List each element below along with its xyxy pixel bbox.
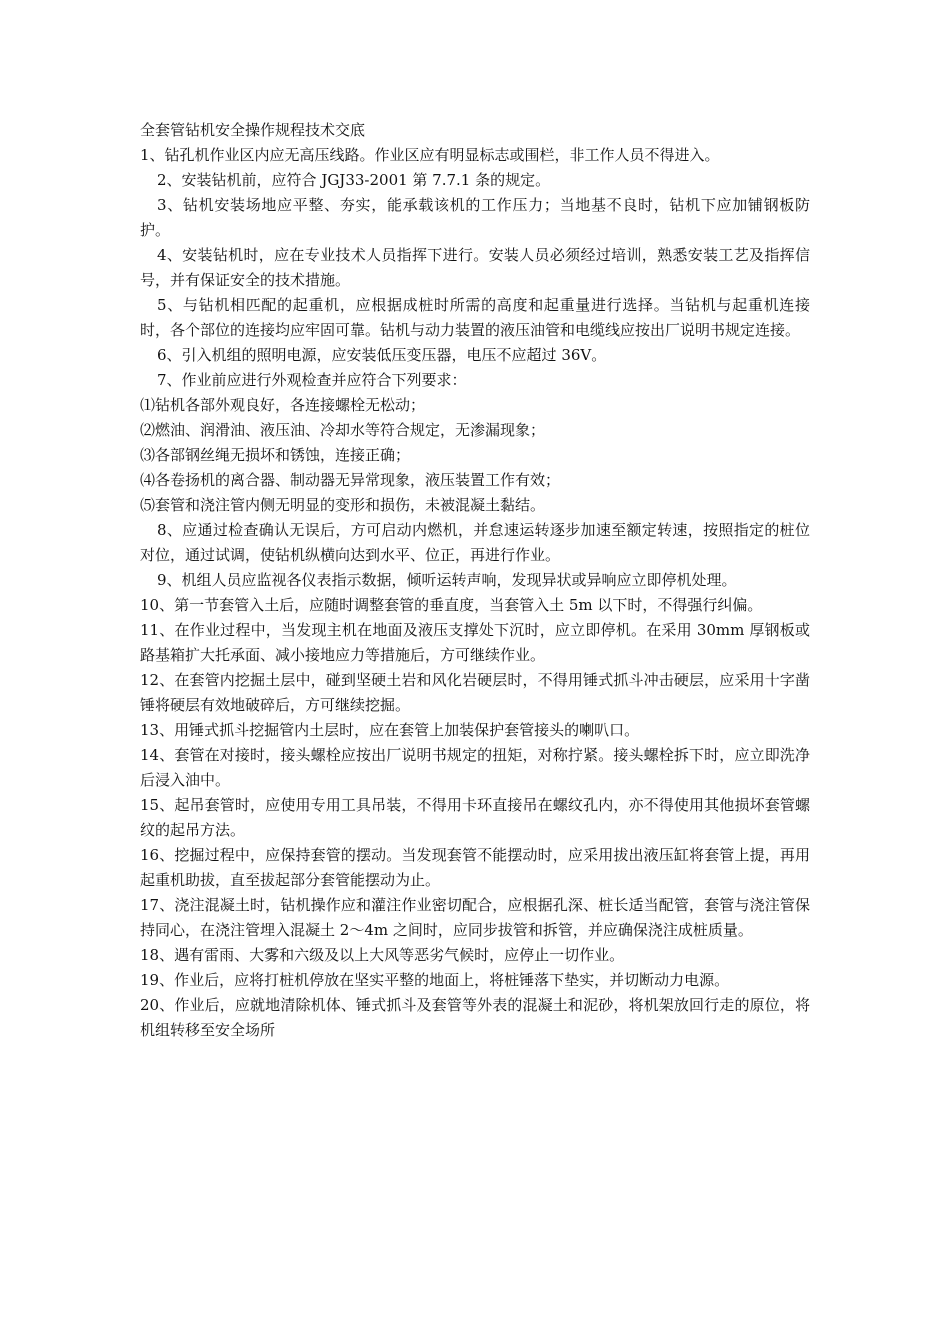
paragraph-3: 3、钻机安装场地应平整、夯实，能承载该机的工作压力；当地基不良时，钻机下应加铺钢板防护。 bbox=[140, 196, 810, 239]
paragraph-16: 16、挖掘过程中，应保持套管的摆动。当发现套管不能摆动时，应采用拔出液压缸将套管上提，再用起重机助拔，直至拔起部分套管能摆动为止。 bbox=[140, 846, 810, 889]
paragraph-18: 18、遇有雷雨、大雾和六级及以上大风等恶劣气候时，应停止一切作业。 bbox=[140, 946, 625, 964]
paragraph-5: 5、与钻机相匹配的起重机，应根据成桩时所需的高度和起重量进行选择。当钻机与起重机连接时，各个部位的连接均应牢固可靠。钻机与动力装置的液压油管和电缆线应按出厂说明书规定连接。 bbox=[140, 296, 810, 339]
sub-item-3: ⑶各部钢丝绳无损坏和锈蚀，连接正确； bbox=[140, 446, 411, 464]
paragraph-4: 4、安装钻机时，应在专业技术人员指挥下进行。安装人员必须经过培训，熟悉安装工艺及指挥信号，并有保证安全的技术措施。 bbox=[140, 246, 810, 289]
paragraph-15: 15、起吊套管时，应使用专用工具吊装，不得用卡环直接吊在螺纹孔内，亦不得使用其他损坏套管螺纹的起吊方法。 bbox=[140, 796, 810, 839]
paragraph-12: 12、在套管内挖掘土层中，碰到坚硬土岩和风化岩硬层时，不得用锤式抓斗冲击硬层，应采用十字凿锤将硬层有效地破碎后，方可继续挖掘。 bbox=[140, 671, 810, 714]
document-title: 全套管钻机安全操作规程技术交底 bbox=[140, 121, 366, 139]
paragraph-14: 14、套管在对接时，接头螺栓应按出厂说明书规定的扭矩，对称拧紧。接头螺栓拆下时，应立即洗净后浸入油中。 bbox=[140, 746, 810, 789]
paragraph-7: 7、作业前应进行外观检查并应符合下列要求： bbox=[157, 371, 467, 389]
paragraph-9: 9、机组人员应监视各仪表指示数据，倾听运转声响，发现异状或异响应立即停机处理。 bbox=[157, 571, 737, 589]
paragraph-8: 8、应通过检查确认无误后，方可启动内燃机，并怠速运转逐步加速至额定转速，按照指定的桩位对位，通过试调，使钻机纵横向达到水平、位正，再进行作业。 bbox=[140, 521, 810, 564]
paragraph-19: 19、作业后，应将打桩机停放在坚实平整的地面上，将桩锤落下垫实，并切断动力电源。 bbox=[140, 971, 730, 989]
paragraph-13: 13、用锤式抓斗挖掘管内土层时，应在套管上加装保护套管接头的喇叭口。 bbox=[140, 721, 640, 739]
paragraph-2: 2、安装钻机前，应符合 JGJ33-2001 第 7.7.1 条的规定。 bbox=[157, 171, 551, 189]
paragraph-1: 1、钻孔机作业区内应无高压线路。作业区应有明显标志或围栏，非工作人员不得进入。 bbox=[140, 146, 720, 164]
paragraph-17: 17、浇注混凝土时，钻机操作应和灌注作业密切配合，应根据孔深、桩长适当配管，套管与浇注管保持同心，在浇注管埋入混凝土 2～4m 之间时，应同步拔管和拆管，并应确保浇注成桩质量。 bbox=[140, 896, 810, 939]
paragraph-6: 6、引入机组的照明电源，应安装低压变压器，电压不应超过 36V。 bbox=[157, 346, 607, 364]
paragraph-20: 20、作业后，应就地清除机体、锤式抓斗及套管等外表的混凝土和泥砂，将机架放回行走的原位，将机组转移至安全场所 bbox=[140, 996, 810, 1039]
paragraph-11: 11、在作业过程中，当发现主机在地面及液压支撑处下沉时，应立即停机。在采用 30mm 厚钢板或路基箱扩大托承面、减小接地应力等措施后，方可继续作业。 bbox=[140, 621, 810, 664]
document-page bbox=[140, 118, 810, 1043]
sub-item-2: ⑵燃油、润滑油、液压油、冷却水等符合规定，无渗漏现象； bbox=[140, 421, 546, 439]
sub-item-1: ⑴钻机各部外观良好，各连接螺栓无松动； bbox=[140, 396, 426, 414]
sub-item-5: ⑸套管和浇注管内侧无明显的变形和损伤，未被混凝土黏结。 bbox=[140, 496, 546, 514]
sub-item-4: ⑷各卷扬机的离合器、制动器无异常现象，液压装置工作有效； bbox=[140, 471, 561, 489]
paragraph-10: 10、第一节套管入土后，应随时调整套管的垂直度，当套管入土 5m 以下时，不得强行纠偏。 bbox=[140, 596, 763, 614]
